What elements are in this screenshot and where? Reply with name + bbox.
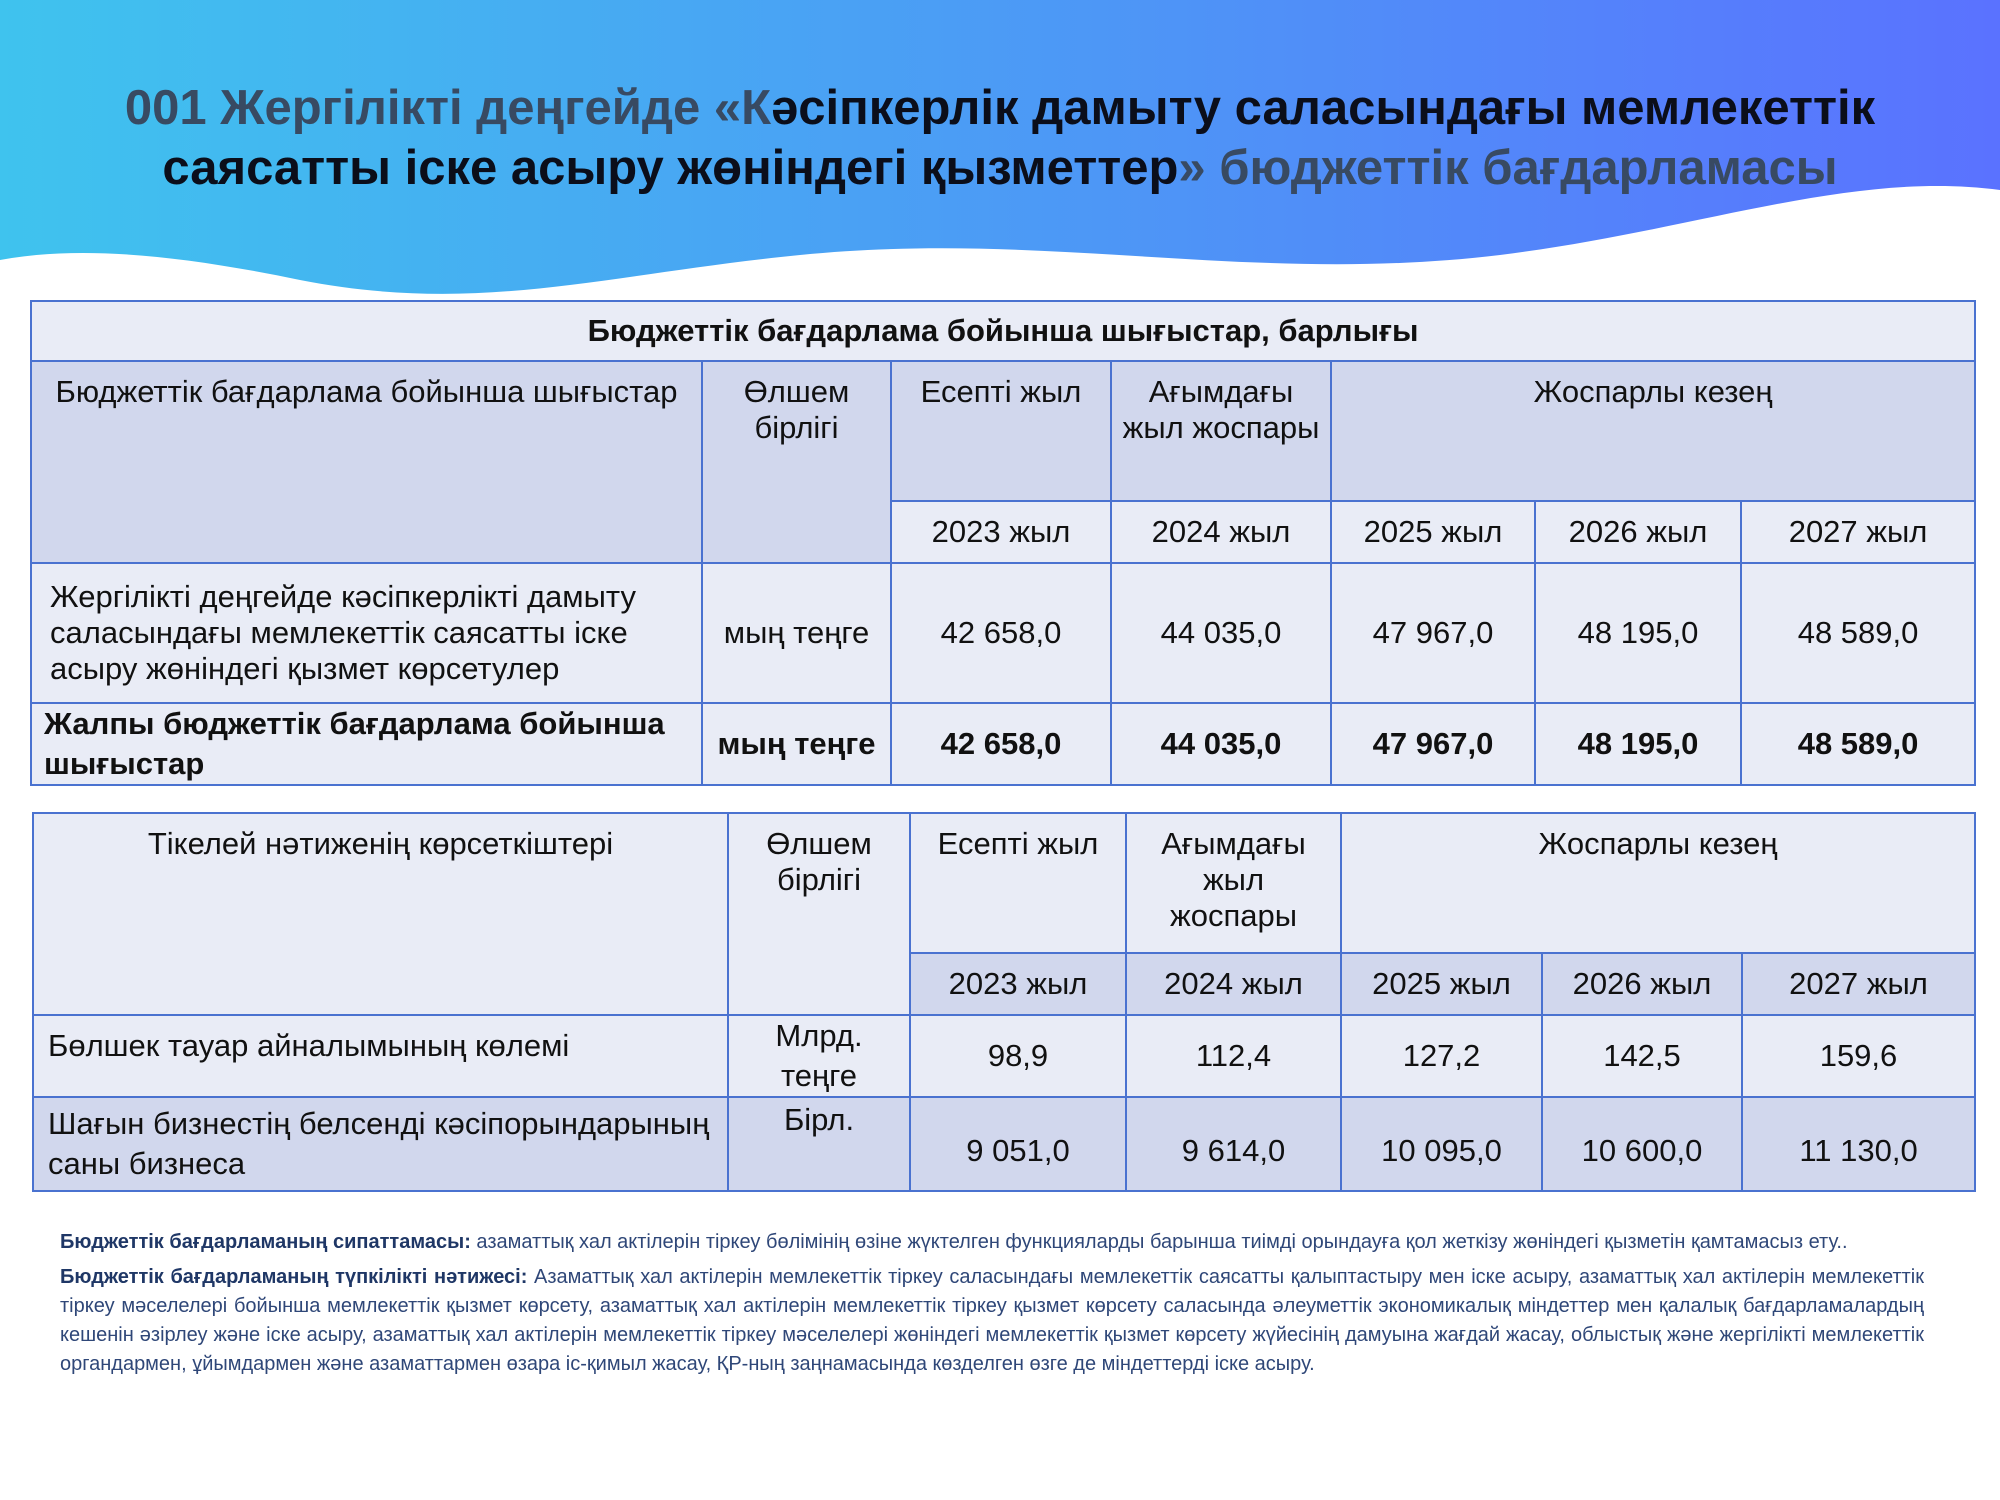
indicators-header-report-year: Есепті жыл (910, 813, 1126, 953)
expenses-row-value-2024: 44 035,0 (1111, 563, 1331, 703)
expenses-total-unit: мың теңге (702, 703, 891, 785)
expenses-row-name: Жергілікті деңгейде кәсіпкерлікті дамыту саласындағы мемлекеттік саясатты іске асыру жөніндегі қызмет көрсетулер (31, 563, 702, 703)
indicators-row-2-value-2026: 10 600,0 (1542, 1097, 1742, 1191)
indicators-year-2023: 2023 жыл (910, 953, 1126, 1015)
expenses-total-value-2026: 48 195,0 (1535, 703, 1741, 785)
indicators-table (32, 812, 1976, 1192)
title-part-3: » бюджеттік бағдарламасы (1178, 141, 1838, 195)
expenses-total-value-2024: 44 035,0 (1111, 703, 1331, 785)
expenses-row-value-2026: 48 195,0 (1535, 563, 1741, 703)
expenses-row-value-2025: 47 967,0 (1331, 563, 1535, 703)
result-paragraph (60, 1263, 1924, 1379)
indicators-row-2-value-2027: 11 130,0 (1742, 1097, 1975, 1191)
indicators-year-2024: 2024 жыл (1126, 953, 1341, 1015)
indicators-row-1-value-2025: 127,2 (1341, 1015, 1542, 1097)
result-text: Азаматтық хал актілерін мемлекеттік тіркеу саласындағы мемлекеттік саясатты қалыптастыру мен іске асыру, азаматтық хал актілерін мемлекеттік тіркеу мәселелері бойынша мемлекеттік қызмет көрсету, азаматтық хал актілерін мемлекеттік тіркеу қызмет көрсету саласында әлеуметтік экономикалық міндеттер мен қалалық бағдарламалардың кешенін әзірлеу және іске асыру, азаматтық хал актілерін мемлекеттік тіркеу мәселелері жөніндегі мемлекеттік қызмет көрсету жүйесінің дамуына жағдай жасау, облыстық және жергілікті мемлекеттік органдармен, ұйымдармен және азаматтармен өзара іс-қимыл жасау, ҚР-ның заңнамасында көзделген өзге де міндеттерді іске асыру. (60, 1266, 1925, 1375)
expenses-year-2023: 2023 жыл (891, 501, 1111, 563)
indicators-row-2-value-2025: 10 095,0 (1341, 1097, 1542, 1191)
expenses-header-report-year: Есепті жыл (891, 361, 1111, 501)
indicators-row-1-unit: Млрд. теңге (728, 1015, 910, 1097)
expenses-total-name: Жалпы бюджеттік бағдарлама бойынша шығыстар (31, 703, 702, 785)
expenses-header-name: Бюджеттік бағдарлама бойынша шығыстар (31, 361, 702, 563)
table-row (33, 1097, 1975, 1191)
description-label: Бюджеттік бағдарламаның сипаттамасы: (60, 1231, 471, 1253)
expenses-total-value-2025: 47 967,0 (1331, 703, 1535, 785)
expenses-total-value-2023: 42 658,0 (891, 703, 1111, 785)
expenses-header-plan-period: Жоспарлы кезең (1331, 361, 1975, 501)
expenses-header-current-year: Ағымдағы жыл жоспары (1111, 361, 1331, 501)
indicators-year-2025: 2025 жыл (1341, 953, 1542, 1015)
expenses-row-value-2027: 48 589,0 (1741, 563, 1975, 703)
indicators-row-1-value-2027: 159,6 (1742, 1015, 1975, 1097)
description-text: азаматтық хал актілерін тіркеу бөлімінің өзіне жүктелген функцияларды барынша тиімді орындауға қол жеткізу жөніндегі қызметін қамтамасыз ету.. (470, 1231, 1848, 1253)
expenses-row-unit: мың теңге (702, 563, 891, 703)
indicators-row-2-name: Шағын бизнестің белсенді кәсіпорындарының саны бизнеса (33, 1097, 728, 1191)
title-part-2: әсіпкерлік дамыту саласындағы мемлекеттік саясатты іске асыру жөніндегі қызметтер (162, 81, 1876, 195)
table-row (31, 563, 1975, 703)
expenses-year-2025: 2025 жыл (1331, 501, 1535, 563)
expenses-table (30, 300, 1976, 786)
title-part-1: 001 Жергілікті деңгейде «К (124, 81, 772, 135)
expenses-year-2027: 2027 жыл (1741, 501, 1975, 563)
indicators-header-plan-period: Жоспарлы кезең (1341, 813, 1975, 953)
indicators-header-name: Тікелей нәтиженің көрсеткіштері (33, 813, 728, 1015)
table-row (33, 1015, 1975, 1097)
table-row-total (31, 703, 1975, 785)
expenses-year-2024: 2024 жыл (1111, 501, 1331, 563)
result-label: Бюджеттік бағдарламаның түпкілікті нәтижесі: (60, 1266, 528, 1288)
indicators-row-1-value-2023: 98,9 (910, 1015, 1126, 1097)
indicators-row-1-value-2026: 142,5 (1542, 1015, 1742, 1097)
indicators-row-1-name: Бөлшек тауар айналымының көлемі (33, 1015, 728, 1097)
expenses-table-caption: Бюджеттік бағдарлама бойынша шығыстар, барлығы (31, 301, 1975, 361)
indicators-header-unit: Өлшем бірлігі (728, 813, 910, 1015)
expenses-header-unit: Өлшем бірлігі (702, 361, 891, 563)
indicators-row-2-unit: Бірл. (728, 1097, 910, 1191)
indicators-row-2-value-2023: 9 051,0 (910, 1097, 1126, 1191)
expenses-year-2026: 2026 жыл (1535, 501, 1741, 563)
expenses-row-value-2023: 42 658,0 (891, 563, 1111, 703)
expenses-total-value-2027: 48 589,0 (1741, 703, 1975, 785)
program-description (60, 1228, 1924, 1385)
indicators-year-2027: 2027 жыл (1742, 953, 1975, 1015)
indicators-year-2026: 2026 жыл (1542, 953, 1742, 1015)
description-paragraph (60, 1228, 1924, 1257)
indicators-row-1-value-2024: 112,4 (1126, 1015, 1341, 1097)
indicators-header-current-year: Ағымдағы жыл жоспары (1126, 813, 1341, 953)
page-title (60, 78, 1940, 198)
indicators-row-2-value-2024: 9 614,0 (1126, 1097, 1341, 1191)
